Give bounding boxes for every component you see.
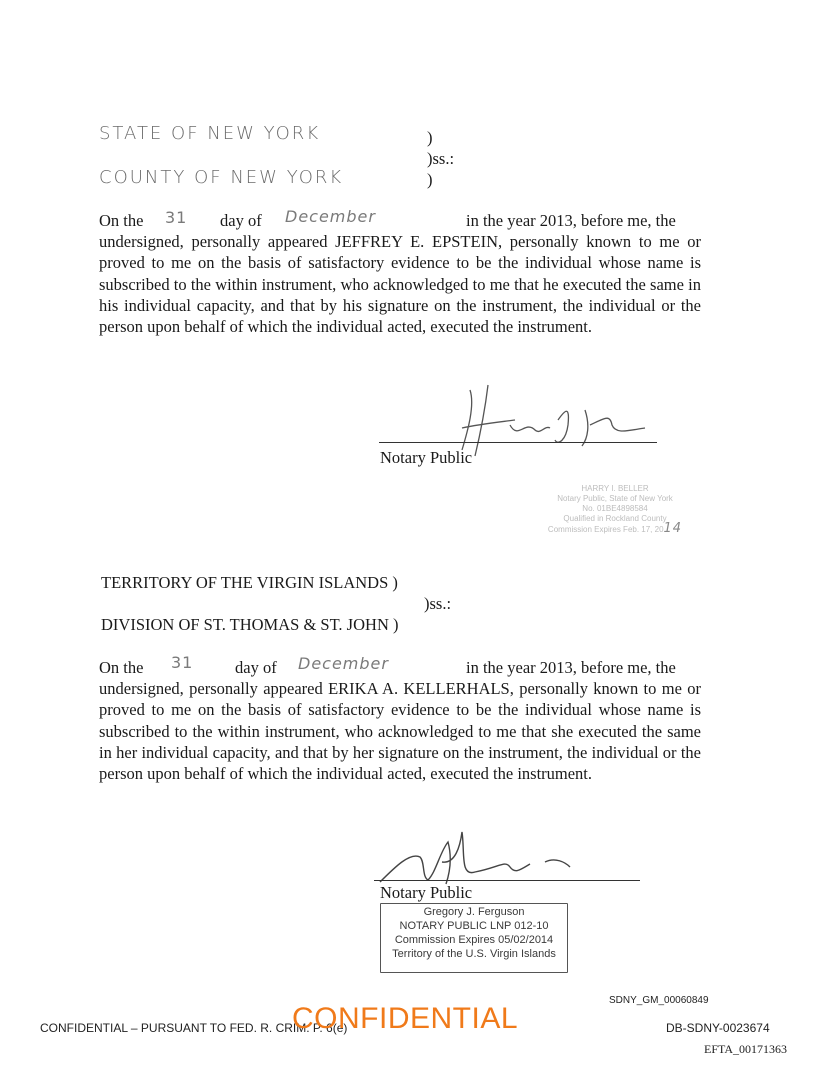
stamp2-line: Gregory J. Ferguson (423, 906, 525, 918)
confidential-notice: CONFIDENTIAL – PURSUANT TO FED. R. CRIM. P. 6(e) (40, 1021, 348, 1035)
signature-line-1 (379, 442, 657, 443)
state-handwritten: STATE OF NEW YORK (99, 123, 321, 144)
stamp1-line: Commission Expires Feb. 17, 2014 (547, 521, 683, 536)
notary-public-label-2: Notary Public (380, 883, 473, 902)
on-the-label: On the (99, 658, 144, 677)
acknowledgment-paragraph-1 (99, 207, 701, 337)
stamp1-line: Notary Public, State of New York (557, 494, 673, 503)
county-handwritten: COUNTY OF NEW YORK (99, 167, 344, 188)
stamp1-line: HARRY I. BELLER (581, 484, 649, 493)
day-handwritten: 31 (171, 653, 194, 672)
notary-signature-1 (440, 380, 670, 460)
confidential-watermark: CONFIDENTIAL (292, 1002, 519, 1035)
db-sdny-bates: DB-SDNY-0023674 (666, 1021, 770, 1035)
day-handwritten: 31 (165, 208, 188, 227)
acknowledgment-body-1: undersigned, personally appeared JEFFREY E. EPSTEIN, personally known to me or proved to me on the basis of satisfactory evidence to be the individual whose name is subscribed to the within instrument, who acknowledged to me that he executed the same in his individual capacity, and that by his signature on the instrument, the individual or the person upon behalf of which the individual acted, executed the instrument. (99, 232, 701, 336)
stamp2-line: Commission Expires 05/02/2014 (394, 934, 554, 946)
stamp1-year-handwritten: 14 (663, 521, 683, 536)
date-line (99, 653, 701, 678)
venue-bracket-top: ) (427, 128, 433, 147)
stamp2-line: Territory of the U.S. Virgin Islands (392, 948, 556, 960)
month-handwritten: December (298, 654, 389, 673)
stamp1-line: Qualified in Rockland County (563, 514, 667, 523)
venue-bracket-ss: )ss.: (427, 149, 455, 168)
territory-line: TERRITORY OF THE VIRGIN ISLANDS ) (101, 573, 398, 592)
notary-stamp-1 (520, 484, 710, 535)
efta-bates: EFTA_00171363 (704, 1042, 788, 1056)
year-clause: in the year 2013, before me, the (466, 211, 676, 230)
acknowledgment-paragraph-2 (99, 653, 701, 784)
date-line (99, 207, 701, 231)
notary-public-label-1: Notary Public (380, 448, 473, 467)
venue-bracket-ss-2: )ss.: (424, 594, 452, 613)
bates-sdny-gm: SDNY_GM_00060849 (609, 995, 709, 1006)
day-of-label: day of (235, 658, 277, 677)
acknowledgment-body-2: undersigned, personally appeared ERIKA A. KELLERHALS, personally known to me or proved to me on the basis of satisfactory evidence to be the individual whose name is subscribed to the within instrument, who acknowledged to me that she executed the same in her individual capacity, and that by her signature on the instrument, the individual or the person upon behalf of which the individual acted, executed the instrument. (99, 679, 701, 783)
division-line: DIVISION OF ST. THOMAS & ST. JOHN ) (101, 615, 399, 634)
notary-stamp-2 (380, 903, 568, 973)
year-clause: in the year 2013, before me, the (466, 658, 676, 677)
stamp2-line: NOTARY PUBLIC LNP 012-10 (399, 920, 549, 932)
venue-bracket-bottom: ) (427, 170, 433, 189)
month-handwritten: December (285, 207, 376, 226)
day-of-label: day of (220, 211, 262, 230)
stamp1-line: No. 01BE4898584 (582, 504, 648, 513)
on-the-label: On the (99, 211, 144, 230)
signature-line-2 (374, 880, 640, 881)
